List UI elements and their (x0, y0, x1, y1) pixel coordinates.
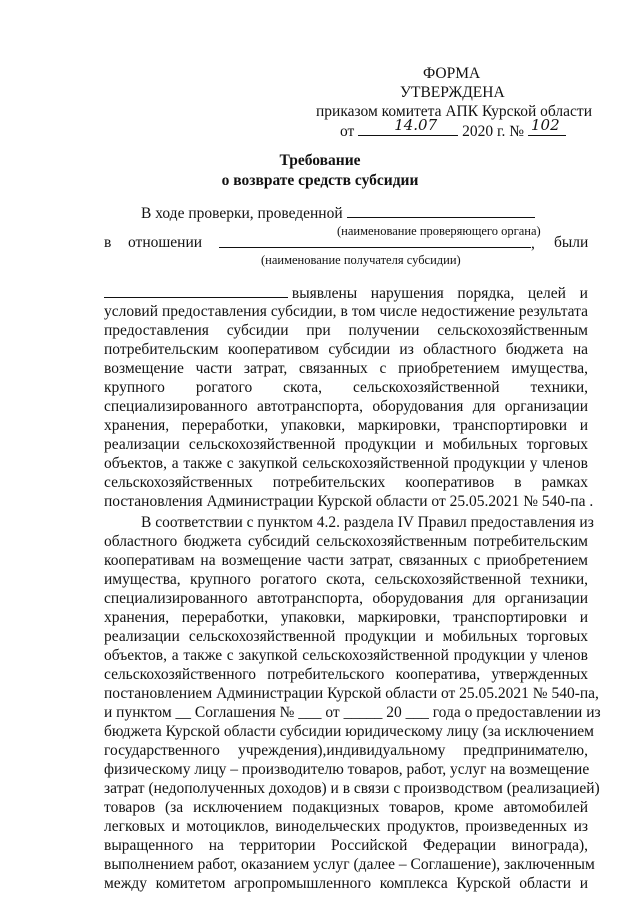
para2-line6: хранения, переработки, упаковки, маркировки, транспортировки и (104, 609, 588, 626)
para1-line4: потребительским кооперативом субсидии из областного бюджета на (104, 341, 588, 358)
para2-line12: бюджета Курской области субсидии юридическому лицу (за исключением (104, 723, 594, 740)
check-text: В ходе проверки, проведенной (141, 205, 343, 222)
para2-line14: физическому лицу – производителю товаров, работ, услуг на возмещение (104, 761, 590, 778)
para2-line10: постановлением Администрации Курской области от 25.05.2021 № 540-па, (104, 685, 599, 702)
para2-line1: В соответствии с пунктом 4.2. раздела IV Правил предоставления из (141, 514, 594, 531)
order-date-line (340, 116, 566, 142)
para1-line8: хранения, переработки, упаковки, маркировки, транспортировки и (104, 417, 588, 434)
para2-line18: выращенного на территории Российской Федерации винограда), (104, 837, 588, 854)
order-line: приказом комитета АПК Курской области (316, 103, 592, 120)
para2-line17: легковых и мотоциклов, винодельческих продуктов, произведенных из (104, 818, 588, 835)
recipient-caption: (наименование получателя субсидии) (261, 253, 461, 267)
comma: , (531, 235, 535, 252)
para2-line19: выполнением работ, оказанием услуг (далее – Соглашение), заключенным (104, 856, 595, 873)
para2-line11: и пунктом __ Соглашения № ___ от _____ 20 ___ года о предоставлении из (104, 704, 601, 721)
para1-line7: специализированного автотранспорта, оборудования для организации (104, 398, 588, 415)
handwritten-number: 102 (530, 116, 560, 134)
para2-line7: реализации сельскохозяйственной продукции и мобильных торговых (104, 628, 588, 645)
year-number-label: 2020 г. № (462, 123, 525, 140)
in-label: в (104, 234, 112, 251)
para1-line5: возмещение части затрат, связанных с приобретением имущества, (104, 360, 588, 377)
violations-blank (104, 283, 288, 298)
date-blank (358, 116, 458, 136)
para2-line15: затрат (недополученных доходов) и в связи с производством (реализацией) (104, 780, 600, 797)
para2-line9: сельскохозяйственного потребительского кооператива, утвержденных (104, 666, 588, 683)
document-title: Требование (279, 152, 361, 169)
para1-line12: постановления Администрации Курской области от 25.05.2021 № 540-па . (104, 493, 594, 510)
para2-line2: областного бюджета субсидий сельскохозяйственным потребительским (104, 533, 588, 550)
para2-line16: товаров (за исключением подакцизных товаров, кроме автомобилей (104, 799, 588, 816)
handwritten-date: 14.07 (394, 116, 438, 134)
para1-line2: условий предоставления субсидии, в том числе недостижение результата (104, 303, 588, 320)
number-blank (528, 116, 566, 136)
para1-line1-text: выявлены нарушения порядка, целей и (291, 285, 588, 302)
para2-line5: специализированного автотранспорта, оборудования для организации (104, 590, 588, 607)
para2-line3: кооперативам на возмещение части затрат, связанных с приобретением (104, 552, 588, 569)
para2-line20: между комитетом агропромышленного комплекса Курской области и (104, 875, 588, 892)
check-caption: (наименование проверяющего органа) (337, 224, 541, 238)
para1-line10: объектов, а также с закупкой сельскохозяйственной продукции у членов (104, 455, 588, 472)
para1-line11: сельскохозяйственных потребительских кооперативов в рамках (104, 474, 588, 491)
recipient-blank (219, 233, 531, 248)
relation-label: отношении (128, 234, 203, 251)
para1-line6: крупного рогатого скота, сельскохозяйственной техники, (104, 379, 588, 396)
check-blank (347, 203, 535, 218)
para2-line8: объектов, а также с закупкой сельскохозяйственной продукции у членов (104, 647, 588, 664)
para1-line9: реализации сельскохозяйственной продукции и мобильных торговых (104, 436, 588, 453)
document-subtitle: о возврате средств субсидии (221, 172, 419, 189)
para1-line1 (104, 283, 588, 304)
para1-line3: предоставления субсидии при получении сельскохозяйственным (104, 322, 588, 339)
from-label: от (340, 123, 355, 140)
recipient-line (219, 233, 535, 254)
approved-label: УТВЕРЖДЕНА (400, 84, 505, 101)
para2-line4: имущества, крупного рогатого скота, сельскохозяйственной техники, (104, 571, 588, 588)
were-label: были (554, 234, 589, 251)
para2-line13: государственного учреждения),индивидуальному предпринимателю, (104, 742, 588, 759)
check-line (141, 203, 535, 224)
form-label: ФОРМА (423, 65, 481, 82)
